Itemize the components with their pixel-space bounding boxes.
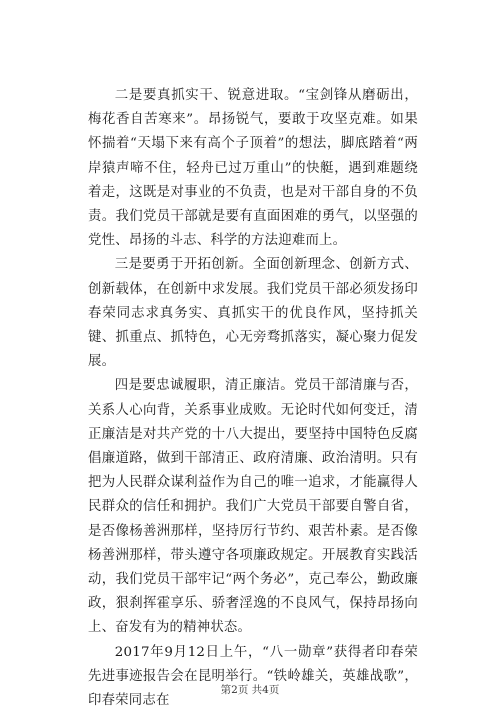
paragraph-3: 四是要忠诚履职，清正廉洁。党员干部清廉与否，关系人心向背，关系事业成败。无论时代如何变迁，清正廉洁是对共产党的十八大提出，要坚持中国特色反腐倡廉道路，做到干部清正、政府清廉、政治清明。只有把为人民群众谋利益作为自己的唯一追求，才能赢得人民群众的信任和拥护。我们广大党员干部要自警自省，是否像杨善洲那样，坚持厉行节约、艰苦朴素。是否像杨善洲那样，带头遵守各项廉政规定。开展教育实践活动，我们党员干部牢记“两个务必”，克己奉公，勤政廉政，狠刹挥霍享乐、骄奢淫逸的不良风气，保持昂扬向上、奋发有为的精神状态。 [88,378,418,636]
document-body [88,84,418,713]
paragraph-2: 三是要勇于开拓创新。全面创新理念、创新方式、创新载体，在创新中求发展。我们党员干部必须发扬印春荣同志求真务实、真抓实干的优良作风，坚持抓关键、抓重点、抓特色，心无旁骛抓落实，凝心聚力促发展。 [88,257,418,370]
paragraph-4: 2017年9月12日上午，“八一勋章”获得者印春荣先进事迹报告会在昆明举行。“铁岭雄关，英雄战歌”，印春荣同志在 [88,644,418,709]
page-number-footer: 第2页 共4页 [220,684,280,696]
paragraph-1: 二是要真抓实干、锐意进取。“宝剑锋从磨砺出，梅花香自苦寒来”。昂扬锐气，要敢于攻坚克难。如果怀揣着“天塌下来有高个子顶着”的想法，脚底踏着“两岸猿声啼不住，轻舟已过万重山”的快艇，遇到难题绕着走，这既是对事业的不负责，也是对干部自身的不负责。我们党员干部就是要有直面困难的勇气，以坚强的党性、昂扬的斗志、科学的方法迎难而上。 [88,88,418,249]
